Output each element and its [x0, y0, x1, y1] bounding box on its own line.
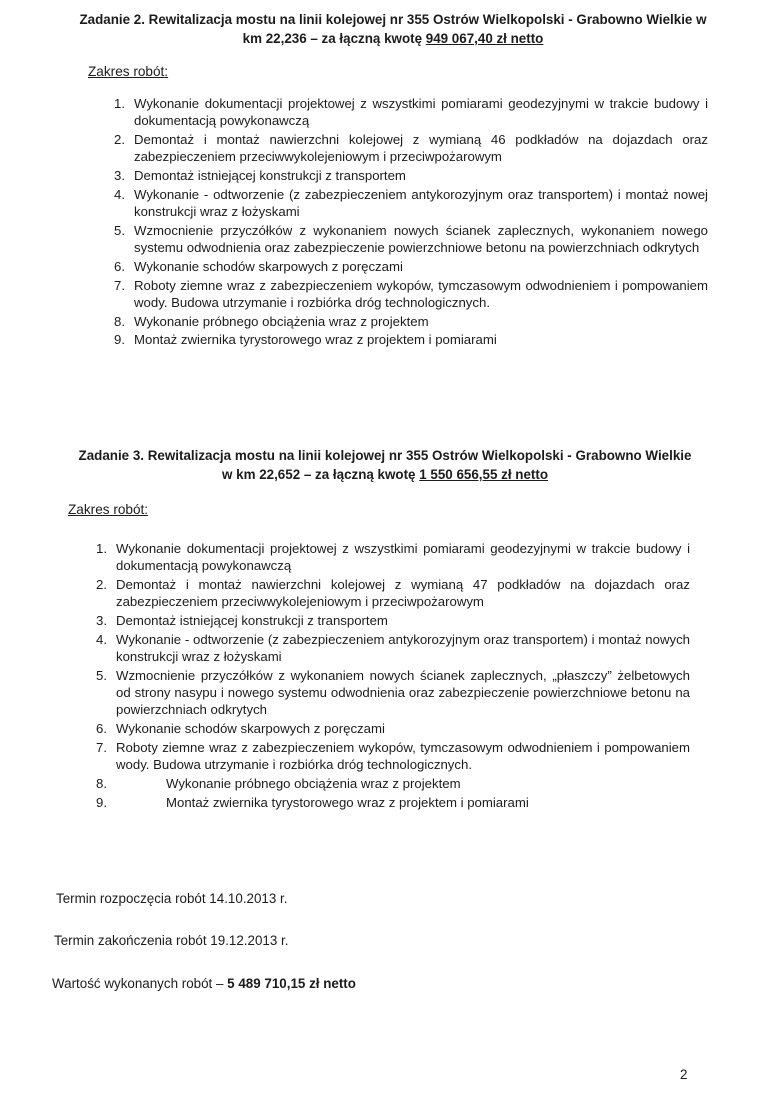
total-value-amount: 5 489 710,15 zł netto: [227, 976, 356, 991]
list-item: 8. Wykonanie próbnego obciążenia wraz z projektem: [96, 775, 461, 791]
task-2-heading: [68, 10, 718, 48]
list-item: 6. Wykonanie schodów skarpowych z poręczami: [96, 721, 385, 736]
page-number: 2: [680, 1067, 688, 1082]
list-item: 2. Demontaż i montaż nawierzchni kolejowej z wymianą 47 podkładów na dojazdach oraz zabezpieczeniem przeciwwykolejeniowym i przeciwpożarowym: [96, 577, 690, 610]
list-item: 5. Wzmocnienie przyczółków z wykonaniem nowych ścianek zaplecznych, „płaszczy” żelbetowych od strony nasypu i nowego systemu odwodnienia oraz zabezpieczenie powierzchniowe betonu na powierzchniach odkrytych: [96, 667, 690, 718]
task-3-title-line-1: Zadanie 3. Rewitalizacja mostu na linii kolejowej nr 355 Ostrów Wielkopolski - Grabowno Wielkie: [78, 448, 692, 463]
start-date: Termin rozpoczęcia robót 14.10.2013 r.: [56, 891, 288, 906]
task-3-title-line-2: w km 22,652 – za łączną kwotę 1 550 656,55 zł netto: [221, 467, 549, 482]
list-item: 7. Roboty ziemne wraz z zabezpieczeniem wykopów, tymczasowym odwodnieniem i pompowaniem wody. Budowa utrzymanie i rozbiórka dróg technologicznych.: [114, 277, 708, 310]
list-item: 3. Demontaż istniejącej konstrukcji z transportem: [114, 168, 406, 183]
task-2-title-line-2: km 22,236 – za łączną kwotę 949 067,40 zł netto: [242, 31, 544, 46]
list-item: 1. Wykonanie dokumentacji projektowej z wszystkimi pomiarami geodezyjnymi w trakcie budowy i dokumentacją powykonawczą: [114, 96, 708, 129]
list-item: 8. Wykonanie próbnego obciążenia wraz z projektem: [114, 313, 429, 329]
end-date: Termin zakończenia robót 19.12.2013 r.: [54, 933, 289, 948]
task-3-heading: [60, 446, 710, 484]
list-item: 5. Wzmocnienie przyczółków z wykonaniem nowych ścianek zaplecznych, wykonaniem nowego systemu odwodnienia oraz zabezpieczenie powierzchniowe betonu na powierzchniach odkrytych: [114, 222, 708, 255]
list-item: 6. Wykonanie schodów skarpowych z poręczami: [114, 258, 403, 274]
task-2-title-line-1: Zadanie 2. Rewitalizacja mostu na linii kolejowej nr 355 Ostrów Wielkopolski - Grabowno Wielkie w: [79, 12, 707, 27]
list-item: 4. Wykonanie - odtworzenie (z zabezpieczeniem antykorozyjnym oraz transportem) i montaż nowej konstrukcji wraz z łożyskami: [114, 186, 708, 219]
list-item: 2. Demontaż i montaż nawierzchni kolejowej z wymianą 46 podkładów na dojazdach oraz zabezpieczeniem przeciwwykolejeniowym i przeciwpożarowym: [114, 132, 708, 165]
list-item: 7. Roboty ziemne wraz z zabezpieczeniem wykopów, tymczasowym odwodnieniem i pompowaniem wody. Budowa utrzymanie i rozbiórka dróg technologicznych.: [96, 739, 690, 772]
list-item: 4. Wykonanie - odtworzenie (z zabezpieczeniem antykorozyjnym oraz transportem) i montaż nowych konstrukcji wraz z łożyskami: [96, 631, 690, 664]
task-2-scope-label: Zakres robót:: [88, 64, 169, 79]
task-3-scope-list: [96, 540, 690, 812]
task-3-scope-label: Zakres robót:: [68, 502, 149, 517]
list-item: 9. Montaż zwiernika tyrystorowego wraz z projektem i pomiarami: [96, 794, 529, 810]
total-value: Wartość wykonanych robót – 5 489 710,15 zł netto: [52, 976, 356, 991]
list-item: 1. Wykonanie dokumentacji projektowej z wszystkimi pomiarami geodezyjnymi w trakcie budowy i dokumentacją powykonawczą: [96, 541, 690, 574]
task-2-scope-list: [114, 95, 708, 350]
task-3-amount: 1 550 656,55 zł netto: [419, 467, 549, 482]
task-2-title: [68, 10, 718, 48]
task-2-amount: 949 067,40 zł netto: [425, 31, 544, 46]
list-item: 9. Montaż zwiernika tyrystorowego wraz z projektem i pomiarami: [114, 332, 497, 348]
list-item: 3. Demontaż istniejącej konstrukcji z transportem: [96, 613, 388, 628]
task-3-title: [60, 446, 710, 484]
